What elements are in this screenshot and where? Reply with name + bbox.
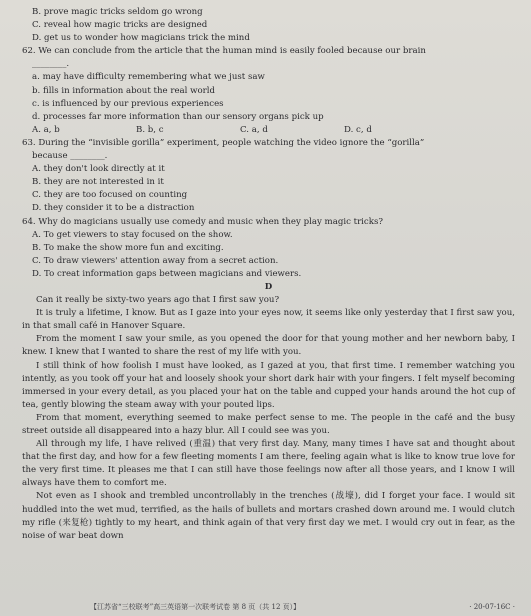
q61-option-c: C. reveal how magic tricks are designed <box>32 20 208 31</box>
q64-option-d: D. To creat information gaps between magicians and viewers. <box>32 268 302 279</box>
q62-option-b: b. fills in information about the real world <box>32 85 216 96</box>
passage-paragraph: From that moment, everything seemed to make perfect sense to me. The people in the café and the busy street outside all disappeared into a hazy blur. All I could see was you. <box>22 412 515 436</box>
q64-option-c: C. To draw viewers' attention away from a secret action. <box>32 255 279 266</box>
q63-stem: 63. During the “invisible gorilla” experiment, people watching the video ignore the “gorilla” <box>22 137 425 148</box>
passage-paragraph: Can it really be sixty-two years ago that I first saw you? <box>36 295 280 306</box>
q63-option-c: C. they are too focused on counting <box>32 190 188 201</box>
q64-option-a: A. To get viewers to stay focused on the show. <box>32 229 233 240</box>
footer-exam-info: 【江苏省“三校联考”高三英语第一次联考试卷 第 8 页（共 12 页）】 <box>90 602 301 611</box>
q62-blank: ________. <box>32 59 70 70</box>
passage <box>22 294 515 543</box>
q62-choice-a: A. a, b <box>32 124 60 135</box>
q63-stem-continued: because ________. <box>32 151 108 162</box>
section-heading: D <box>264 281 273 292</box>
q64-option-b: B. To make the show more fun and exciting. <box>32 242 224 253</box>
q62-choice-c: C. a, d <box>240 124 268 135</box>
q62-option-d: d. processes far more information than our sensory organs pick up <box>32 111 324 122</box>
page-footer <box>90 601 515 614</box>
q61-option-b: B. prove magic tricks seldom go wrong <box>32 7 203 17</box>
passage-paragraph: All through my life, I have relived (重温) that very first day. Many, many times I have sat and thought about that the first day, and how for a few fleeting moments I am there, feeling again what is like to know true love for the very first time. It pleases me that I can still have those feelings now after all those years, and I know I will always have them to comfort me. <box>22 439 515 489</box>
q62-choice-b: B. b, c <box>136 124 164 135</box>
q62-choices <box>22 124 515 137</box>
q62-option-a: a. may have difficulty remembering what we just saw <box>32 72 265 83</box>
q63-option-b: B. they are not interested in it <box>32 177 164 188</box>
q61-option-d: D. get us to wonder how magicians trick the mind <box>32 33 250 44</box>
footer-code: · 20-07-16C · <box>469 602 515 611</box>
q62-option-c: c. is influenced by our previous experiences <box>32 98 224 109</box>
passage-paragraph: Not even as I shook and trembled uncontrollably in the trenches (战壕), did I forget your face. I would sit huddled into the wet mud, terrified, as the hails of bullets and mortars crashed down around me. I would clutch my rifle (来复枪) tightly to my heart, and think again of that very first day we met. I would cry out in fear, as the noise of war beat down <box>22 491 515 541</box>
q64-stem: 64. Why do magicians usually use comedy and music when they play magic tricks? <box>22 216 383 227</box>
q62-stem: 62. We can conclude from the article that the human mind is easily fooled because our brain <box>22 46 426 57</box>
passage-paragraph: From the moment I saw your smile, as you opened the door for that young mother and her newborn baby, I knew. I knew that I wanted to share the rest of my life with you. <box>22 334 515 358</box>
q63-option-d: D. they consider it to be a distraction <box>32 203 195 214</box>
passage-paragraph: It is truly a lifetime, I know. But as I gaze into your eyes now, it seems like only yesterday that I first saw you, in that small café in Hanover Square. <box>22 308 515 332</box>
passage-paragraph: I still think of how foolish I must have looked, as I gazed at you, that first time. I remember watching you intently, as you took off your hat and loosely shook your short dark hair with your fingers. I felt myself becoming immersed in your every detail, as you placed your hat on the table and cupped your hands around the hot cup of tea, gently blowing the steam away with your pouted lips. <box>22 360 515 410</box>
q63-option-a: A. they don't look directly at it <box>32 164 165 175</box>
q62-choice-d: D. c, d <box>344 124 372 135</box>
